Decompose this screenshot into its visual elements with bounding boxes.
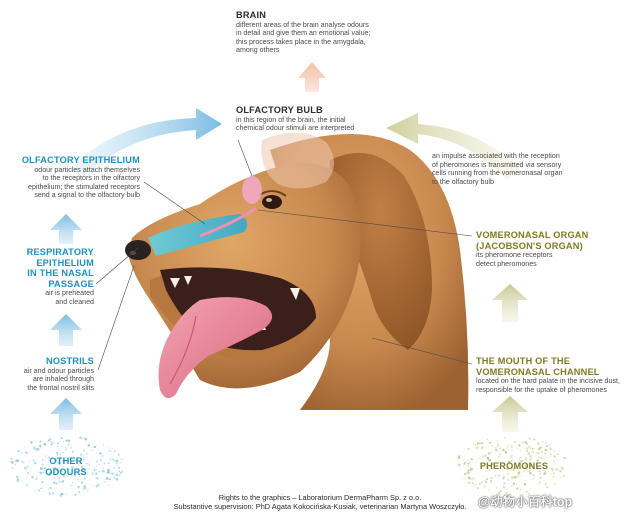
olfactory-bulb-label <box>236 105 416 133</box>
particle-dot <box>114 450 116 452</box>
particle-dot <box>529 447 531 449</box>
particle-dot <box>57 446 58 447</box>
particle-dot <box>486 457 489 460</box>
particle-dot <box>484 486 485 487</box>
particle-dot <box>495 475 497 477</box>
particle-dot <box>120 462 121 463</box>
particle-dot <box>540 451 543 454</box>
particle-dot <box>507 446 509 448</box>
nostrils-title: NOSTRILS <box>45 356 94 366</box>
particle-dot <box>91 449 92 450</box>
particle-dot <box>113 467 115 469</box>
particle-dot <box>479 457 480 458</box>
particle-dot <box>77 486 80 489</box>
particle-dot <box>81 481 84 484</box>
particle-dot <box>476 447 478 449</box>
particle-dot <box>532 448 534 450</box>
particle-dot <box>563 475 565 477</box>
particle-dot <box>109 478 111 480</box>
particle-dot <box>118 467 120 469</box>
particle-dot <box>65 447 67 449</box>
particle-dot <box>539 481 540 482</box>
particle-dot <box>65 449 67 451</box>
particle-dot <box>74 494 76 496</box>
particle-dot <box>33 447 36 450</box>
particle-dot <box>40 441 42 443</box>
particle-dot <box>18 450 20 452</box>
particle-dot <box>121 471 123 473</box>
vomeronasal-organ-title: VOMERONASAL ORGAN (JACOBSON'S ORGAN) <box>476 230 589 251</box>
particle-dot <box>529 472 532 475</box>
particle-dot <box>553 455 555 457</box>
particle-dot <box>524 441 527 444</box>
particle-dot <box>118 454 120 456</box>
particle-dot <box>109 450 111 452</box>
particle-dot <box>108 462 109 463</box>
particle-dot <box>563 457 564 458</box>
particle-dot <box>529 437 531 439</box>
particle-dot <box>545 442 547 444</box>
particle-dot <box>554 483 556 485</box>
particle-dot <box>553 472 555 474</box>
particle-dot <box>511 485 513 487</box>
other-odours-title: OTHER ODOURS <box>45 456 87 477</box>
particle-dot <box>530 455 533 458</box>
particle-dot <box>62 451 64 453</box>
particle-dot <box>473 478 475 480</box>
particle-dot <box>477 487 479 489</box>
watermark-text: @动物小百科top <box>478 495 573 509</box>
particle-dot <box>74 478 75 479</box>
particle-dot <box>49 492 51 494</box>
particle-dot <box>530 488 531 489</box>
particle-dot <box>54 443 55 444</box>
particle-dot <box>557 453 559 455</box>
particle-dot <box>550 454 552 456</box>
brain-description: different areas of the brain analyse odours in detail and give them an emotional value; this process takes place in the amygdala, among others <box>236 20 371 55</box>
particle-dot <box>511 446 513 448</box>
particle-dot <box>50 441 52 443</box>
particle-dot <box>21 480 22 481</box>
particle-dot <box>67 440 68 441</box>
vomeronasal-organ-label <box>476 230 636 268</box>
particle-dot <box>25 447 26 448</box>
particle-dot <box>524 483 525 484</box>
particle-dot <box>104 481 106 483</box>
particle-dot <box>52 492 54 494</box>
particle-dot <box>518 444 521 447</box>
nostrils-description: air and odour particles are inhaled through the frontal nostril slits <box>23 366 94 392</box>
respiratory-epithelium-title: RESPIRATORY EPITHELIUM IN THE NASAL PASSAGE <box>26 247 94 289</box>
particle-dot <box>48 439 50 441</box>
particle-dot <box>514 441 516 443</box>
particle-dot <box>507 479 509 481</box>
particle-dot <box>498 475 500 477</box>
particle-dot <box>110 451 111 452</box>
mouth-channel-description: located on the hard palate in the incisive dust, responsible for the uptake of pheromones <box>476 377 620 394</box>
particle-dot <box>43 443 46 446</box>
particle-dot <box>86 453 88 455</box>
particle-dot <box>549 447 552 450</box>
particle-dot <box>502 478 504 480</box>
particle-dot <box>96 477 99 480</box>
particle-dot <box>61 437 63 439</box>
particle-dot <box>116 478 118 480</box>
particle-dot <box>70 447 72 449</box>
particle-dot <box>67 443 70 446</box>
particle-dot <box>465 473 467 475</box>
particle-dot <box>61 493 64 496</box>
particle-dot <box>499 447 501 449</box>
brain-arrow <box>298 62 326 92</box>
particle-dot <box>108 470 110 472</box>
particle-dot <box>50 487 52 489</box>
respiratory-epithelium-description: air is preheated and cleaned <box>45 289 94 306</box>
particle-dot <box>549 444 550 445</box>
nostrils-label <box>6 356 94 392</box>
particle-dot <box>497 443 499 445</box>
particle-dot <box>53 477 55 479</box>
particle-dot <box>11 467 13 469</box>
particle-dot <box>107 484 109 486</box>
particle-dot <box>496 440 498 442</box>
particle-dot <box>113 477 115 479</box>
particle-dot <box>481 447 483 449</box>
particle-dot <box>17 479 19 481</box>
particle-dot <box>475 444 477 446</box>
particle-dot <box>503 482 505 484</box>
particle-dot <box>35 491 36 492</box>
particle-dot <box>37 450 38 451</box>
particle-dot <box>539 473 541 475</box>
other-odours-label <box>26 456 106 477</box>
particle-dot <box>85 488 86 489</box>
particle-dot <box>479 483 481 485</box>
particle-dot <box>495 447 496 448</box>
particle-dot <box>516 487 518 489</box>
particle-dot <box>62 441 63 442</box>
particle-dot <box>553 449 555 451</box>
particle-dot <box>26 484 28 486</box>
particle-dot <box>467 471 470 474</box>
particle-dot <box>550 474 551 475</box>
particle-dot <box>518 471 521 474</box>
particle-dot <box>39 445 42 448</box>
particle-dot <box>15 459 18 462</box>
particle-dot <box>503 476 505 478</box>
particle-dot <box>477 443 478 444</box>
particle-dot <box>541 441 543 443</box>
particle-dot <box>473 444 474 445</box>
particle-dot <box>65 440 67 442</box>
brain-label <box>236 10 426 55</box>
particle-dot <box>480 442 482 444</box>
particle-dot <box>518 476 520 478</box>
particle-dot <box>511 481 512 482</box>
particle-dot <box>498 456 500 458</box>
particle-dot <box>23 462 25 464</box>
particle-dot <box>502 449 505 452</box>
dog-head <box>125 132 468 410</box>
pheromones-title: PHEROMONES <box>479 461 549 471</box>
particle-dot <box>500 453 501 454</box>
particle-dot <box>116 474 118 476</box>
particle-dot <box>41 481 43 483</box>
particle-dot <box>517 449 518 450</box>
particle-dot <box>83 437 85 439</box>
particle-dot <box>537 452 539 454</box>
particle-dot <box>488 452 490 454</box>
particle-dot <box>460 465 461 466</box>
particle-dot <box>503 485 504 486</box>
particle-dot <box>84 478 86 480</box>
particle-dot <box>53 482 55 484</box>
particle-dot <box>119 475 120 476</box>
particle-dot <box>114 460 116 462</box>
particle-dot <box>25 452 27 454</box>
particle-dot <box>543 472 546 475</box>
impulse-label <box>432 152 602 186</box>
particle-dot <box>471 458 473 460</box>
particle-dot <box>520 450 521 451</box>
particle-dot <box>484 454 487 457</box>
particle-dot <box>110 459 111 460</box>
particle-dot <box>78 491 80 493</box>
particle-dot <box>490 477 492 479</box>
particle-dot <box>517 476 519 478</box>
particle-dot <box>513 477 514 478</box>
particle-dot <box>541 457 543 459</box>
particle-dot <box>57 454 58 455</box>
particle-dot <box>495 449 498 452</box>
particle-dot <box>485 481 488 484</box>
particle-dot <box>554 451 555 452</box>
particle-dot <box>85 438 88 441</box>
particle-dot <box>21 452 23 454</box>
olfactory-epithelium-label <box>6 155 140 200</box>
watermark <box>478 492 572 511</box>
particle-dot <box>509 444 510 445</box>
particle-dot <box>528 452 531 455</box>
particle-dot <box>121 459 122 460</box>
olfactory-epithelium-description: odour particles attach themselves to the receptors in the olfactory epithelium; the stimulated receptors send a signal to the olfactory bulb <box>28 165 140 200</box>
particle-dot <box>519 458 521 460</box>
particle-dot <box>533 478 535 480</box>
particle-dot <box>550 452 552 454</box>
particle-dot <box>58 449 59 450</box>
particle-dot <box>481 442 483 444</box>
particle-dot <box>116 460 119 463</box>
impulse-description: an impulse associated with the reception of pheromones is transmitted via sensory cells running from the vomeronasal organ to the olfactory bulb <box>432 152 563 186</box>
particle-dot <box>467 448 469 450</box>
particle-dot <box>116 462 119 465</box>
particle-dot <box>505 451 508 454</box>
particle-dot <box>58 477 60 479</box>
mouth-channel-title: THE MOUTH OF THE VOMERONASAL CHANNEL <box>476 356 600 377</box>
particle-dot <box>526 447 529 450</box>
particle-dot <box>61 482 62 483</box>
particle-dot <box>16 476 19 479</box>
particle-dot <box>473 484 475 486</box>
credits-text: Rights to the graphics – Laboratorium DermaPharm Sp. z o.o. Substantive supervision: PhD Agata Kokocińska-Kusiak, veterinarian Martyna Woszczyło. <box>173 493 467 512</box>
particle-dot <box>41 488 43 490</box>
particle-dot <box>21 461 23 463</box>
particle-dot <box>538 457 540 459</box>
particle-dot <box>520 457 521 458</box>
particle-dot <box>62 480 64 482</box>
particle-dot <box>71 485 73 487</box>
particle-dot <box>482 455 484 457</box>
respiratory-epithelium-label <box>6 247 94 306</box>
particle-dot <box>65 493 67 495</box>
particle-dot <box>55 482 58 485</box>
particle-dot <box>559 474 560 475</box>
particle-dot <box>51 443 53 445</box>
particle-dot <box>103 445 104 446</box>
particle-dot <box>525 457 527 459</box>
particle-dot <box>560 476 562 478</box>
particle-dot <box>59 481 61 483</box>
particle-dot <box>472 482 474 484</box>
particle-dot <box>517 474 519 476</box>
particle-dot <box>60 454 62 456</box>
particle-dot <box>513 483 515 485</box>
particle-dot <box>30 441 33 444</box>
particle-dot <box>522 441 524 443</box>
particle-dot <box>521 475 522 476</box>
vomeronasal-organ-description: its pheromone receptors detect pheromones <box>476 251 553 268</box>
particle-dot <box>491 445 492 446</box>
particle-dot <box>544 452 546 454</box>
olfactory-bulb-title: OLFACTORY BULB <box>236 105 323 115</box>
particle-dot <box>532 452 533 453</box>
particle-dot <box>79 437 81 439</box>
particle-dot <box>11 461 13 463</box>
particle-dot <box>56 452 58 454</box>
particle-dot <box>507 473 509 475</box>
particle-dot <box>537 442 540 445</box>
particle-dot <box>503 486 505 488</box>
particle-dot <box>112 473 115 476</box>
particle-dot <box>483 476 484 477</box>
particle-dot <box>11 458 12 459</box>
particle-dot <box>90 484 91 485</box>
particle-dot <box>468 481 471 484</box>
brain-title: BRAIN <box>236 10 267 20</box>
olfactory-epithelium-title: OLFACTORY EPITHELIUM <box>21 155 140 165</box>
particle-dot <box>37 448 40 451</box>
particle-dot <box>17 481 19 483</box>
particle-dot <box>490 480 492 482</box>
particle-dot <box>536 452 538 454</box>
particle-dot <box>496 487 498 489</box>
particle-dot <box>87 489 88 490</box>
particle-dot <box>112 459 114 461</box>
mouth-vomeronasal-channel-label <box>476 356 638 394</box>
particle-dot <box>72 482 73 483</box>
particle-dot <box>87 491 88 492</box>
particle-dot <box>106 479 108 481</box>
particle-dot <box>82 488 84 490</box>
particle-dot <box>533 438 535 440</box>
credits <box>110 493 530 512</box>
particle-dot <box>108 447 109 448</box>
particle-dot <box>539 447 541 449</box>
pheromones-label <box>466 461 562 472</box>
particle-dot <box>504 437 506 439</box>
particle-dot <box>469 478 471 480</box>
particle-dot <box>511 476 514 479</box>
particle-dot <box>120 472 122 474</box>
particle-dot <box>84 485 87 488</box>
particle-dot <box>520 489 522 491</box>
particle-dot <box>38 490 40 492</box>
particle-dot <box>48 488 50 490</box>
particle-dot <box>541 447 542 448</box>
particle-dot <box>510 455 513 458</box>
particle-dot <box>489 442 491 444</box>
particle-dot <box>545 449 547 451</box>
particle-dot <box>52 442 54 444</box>
particle-dot <box>546 445 548 447</box>
particle-dot <box>458 455 460 457</box>
particle-dot <box>50 438 52 440</box>
particle-dot <box>553 477 554 478</box>
particle-dot <box>511 449 512 450</box>
particle-dot <box>72 451 74 453</box>
particle-dot <box>57 442 59 444</box>
particle-dot <box>532 474 534 476</box>
particle-dot <box>471 479 472 480</box>
particle-dot <box>463 459 464 460</box>
olfactory-bulb-description: in this region of the brain, the initial chemical odour stimuli are interpreted <box>236 115 355 133</box>
particle-dot <box>538 483 539 484</box>
particle-dot <box>486 438 488 440</box>
particle-dot <box>490 451 492 453</box>
particle-dot <box>481 481 483 483</box>
particle-dot <box>462 478 463 479</box>
particle-dot <box>526 450 528 452</box>
particle-dot <box>466 482 467 483</box>
particle-dot <box>97 484 100 487</box>
particle-dot <box>486 478 488 480</box>
particle-dot <box>36 478 38 480</box>
particle-dot <box>516 484 517 485</box>
particle-dot <box>489 489 490 490</box>
particle-dot <box>93 486 94 487</box>
particle-dot <box>545 483 547 485</box>
particle-dot <box>14 464 16 466</box>
particle-dot <box>119 471 120 472</box>
particle-dot <box>83 450 85 452</box>
particle-dot <box>476 483 477 484</box>
particle-dot <box>497 445 499 447</box>
particle-dot <box>540 477 542 479</box>
particle-dot <box>546 487 548 489</box>
particle-dot <box>564 457 566 459</box>
particle-dot <box>95 446 97 448</box>
particle-dot <box>77 478 79 480</box>
particle-dot <box>88 444 90 446</box>
particle-dot <box>99 452 101 454</box>
